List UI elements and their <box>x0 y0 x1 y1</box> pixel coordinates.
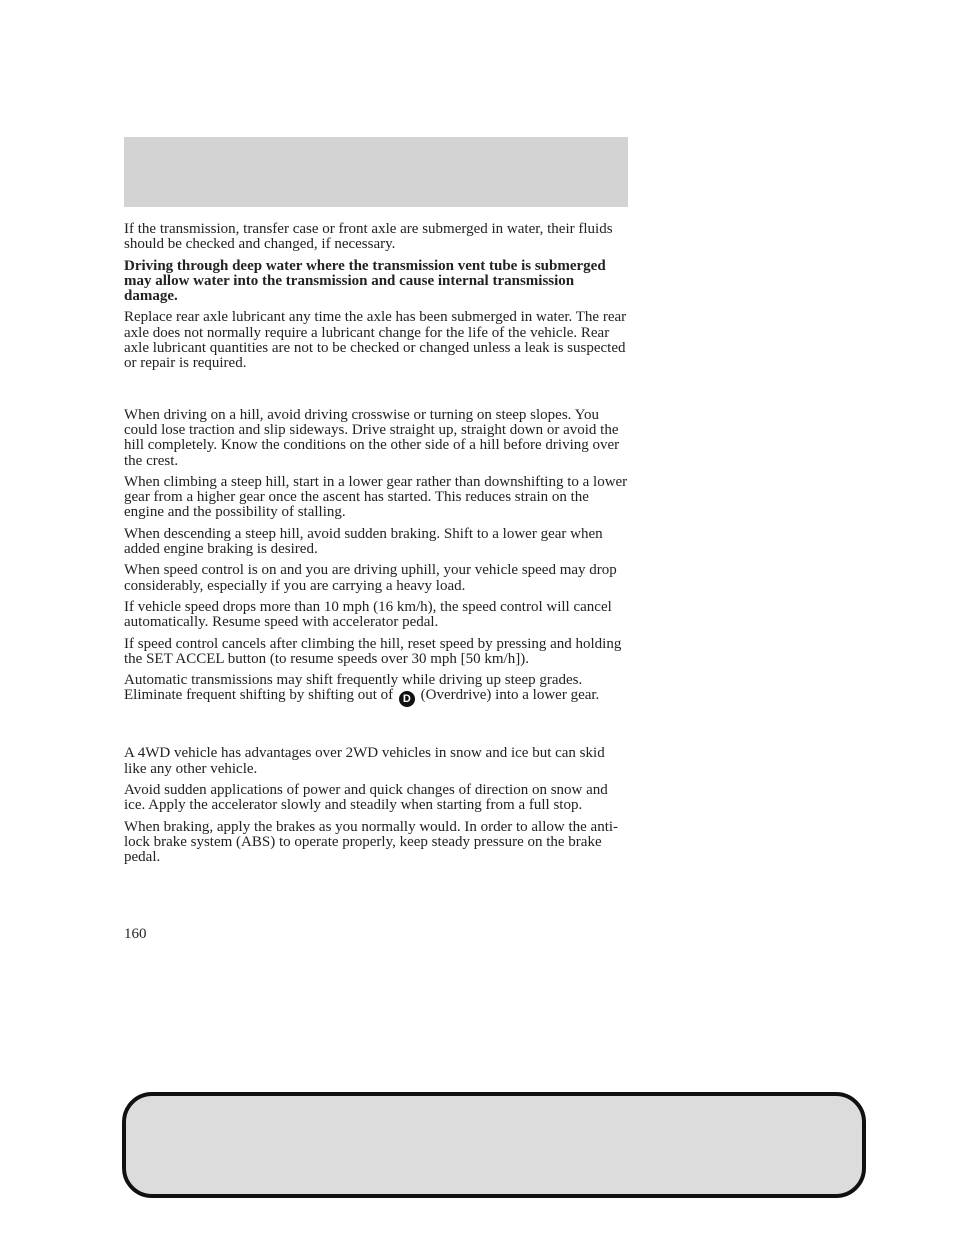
footer-frame <box>122 1092 866 1198</box>
overdrive-text-before: Automatic transmissions may shift frequently while driving up steep grades. Eliminate frequent shifting by shifting out of <box>124 672 583 704</box>
page-content <box>124 222 630 872</box>
paragraph: When descending a steep hill, avoid sudden braking. Shift to a lower gear when added engine braking is desired. <box>124 525 603 558</box>
paragraph: If speed control cancels after climbing the hill, reset speed by pressing and holding the SET ACCEL button (to resume speeds over 30 mph [50 km/h]). <box>124 635 622 667</box>
paragraph: A 4WD vehicle has advantages over 2WD vehicles in snow and ice but can skid like any other vehicle. <box>124 745 605 777</box>
paragraph: When braking, apply the brakes as you normally would. In order to allow the anti-lock brake system (ABS) to operate properly, keep steady pressure on the brake pedal. <box>124 818 619 866</box>
section-spacer <box>124 378 630 408</box>
overdrive-icon: D <box>399 691 415 707</box>
paragraph: Replace rear axle lubricant any time the axle has been submerged in water. The rear axle does not normally require a lubricant change for the life of the vehicle. Rear axle lubricant quantities are not to be checked or changed unless a leak is suspected or repair is required. <box>124 309 627 372</box>
paragraph: If the transmission, transfer case or front axle are submerged in water, their fluids should be checked and changed, if necessary. <box>124 221 613 253</box>
paragraph: When driving on a hill, avoid driving crosswise or turning on steep slopes. You could lose traction and slip sideways. Drive straight up, straight down or avoid the hill completely. Know the conditions on the other side of a hill before driving over the crest. <box>124 406 620 469</box>
paragraph: Avoid sudden applications of power and quick changes of direction on snow and ice. Apply the accelerator slowly and steadily when starting from a full stop. <box>124 782 608 814</box>
warning-paragraph: Driving through deep water where the transmission vent tube is submerged may allow water into the transmission and cause internal transmission damage. <box>124 257 606 305</box>
overdrive-paragraph <box>124 673 630 707</box>
section-header-band <box>124 137 628 207</box>
section-spacer <box>124 713 630 746</box>
overdrive-text-after: (Overdrive) into a lower gear. <box>416 687 600 704</box>
page-number: 160 <box>124 926 147 942</box>
paragraph: When speed control is on and you are driving uphill, your vehicle speed may drop considerably, especially if you are carrying a heavy load. <box>124 562 617 594</box>
paragraph: When climbing a steep hill, start in a lower gear rather than downshifting to a lower gear from a higher gear once the ascent has started. This reduces strain on the engine and the possibility of stalling. <box>124 473 628 521</box>
paragraph: If vehicle speed drops more than 10 mph (16 km/h), the speed control will cancel automatically. Resume speed with accelerator pedal. <box>124 598 612 631</box>
